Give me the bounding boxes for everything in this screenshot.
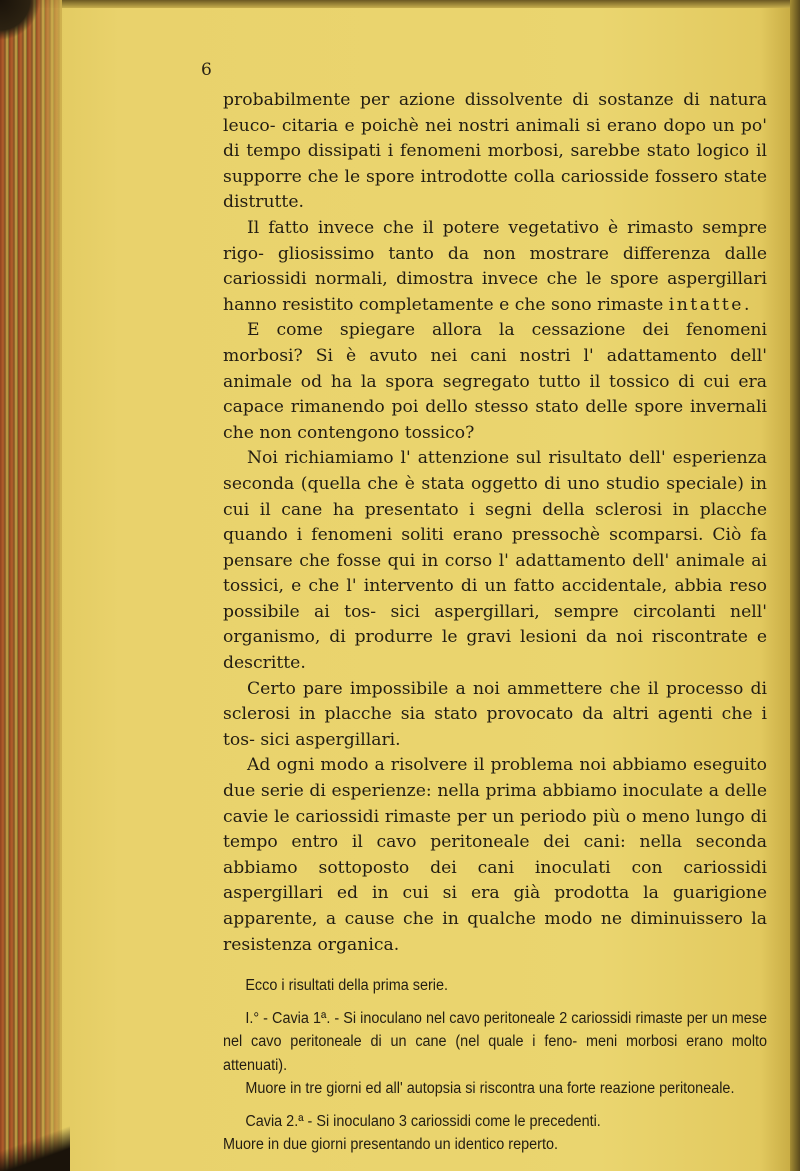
- paragraph: Il fatto invece che il potere vegetativo è rimasto sempre rigo- gliosissimo tanto da non mostrare differenza dalle cariossidi normali, dimostra invece che le spore aspergillari hanno resistito completamente e che sono rimaste intatte.: [223, 217, 767, 315]
- paragraph: Certo pare impossibile a noi ammettere che il processo di sclerosi in placche sia stato provocato da altri agenti che i tos- sici aspergillari.: [223, 678, 767, 750]
- paragraph: probabilmente per azione dissolvente di sostanze di natura leuco- citaria e poichè nei nostri animali si erano dopo un po' di tempo dissipati i fenomeni morbosi, sarebbe stato logico il supporre che le spore introdotte colla cariosside fossero state distrutte.: [223, 90, 767, 213]
- page-text: [223, 88, 767, 1157]
- book-spine-edge: [0, 0, 62, 1171]
- top-shadow: [0, 0, 800, 8]
- paragraph: Ad ogni modo a risolvere il problema noi abbiamo eseguito due serie di esperienze: nella prima abbiamo inoculate a delle cavie le cariossidi rimaste per un periodo più o meno lungo di tempo entro il cavo peritoneale dei cani: nella seconda abbiamo sottoposto dei cani inoculati con cariossidi aspergillari ed in cui si era già prodotta la guarigione apparente, a cause che in qualche modo ne diminuissero la resistenza organica.: [223, 755, 767, 955]
- corner-shadow-bottom: [0, 1121, 70, 1171]
- paragraph: Noi richiamiamo l' attenzione sul risultato dell' esperienza seconda (quella che è stata oggetto di uno studio speciale) in cui il cane ha presentato i segni della sclerosi in placche quando i fenomeni soliti erano pressochè scomparsi. Ciò fa pensare che fosse qui in corso l' adattamento dell' animale ai tossici, e che l' intervento di un fatto accidentale, abbia reso possibile ai tos- sici aspergillari, sempre circolanti nell' organismo, di produrre le gravi lesioni da noi riscontrate e descritte.: [223, 448, 767, 674]
- experiment-entry: Cavia 2.ª - Si inoculano 3 cariossidi come le precedenti.: [245, 1112, 601, 1130]
- experiment-entry: Muore in due giorni presentando un identico reperto.: [223, 1136, 558, 1154]
- paragraph: E come spiegare allora la cessazione dei fenomeni morbosi? Si è avuto nei cani nostri l' adattamento dell' animale od ha la spora segregato tutto il tossico di cui era capace rimanendo poi dello stesso stato delle spore invernali che non contengono tossico?: [223, 320, 767, 443]
- series-heading: Ecco i risultati della prima serie.: [245, 977, 449, 995]
- corner-shadow: [0, 0, 40, 40]
- experiment-entry: I.° - Cavia 1ª. - Si inoculano nel cavo peritoneale 2 cariossidi rimaste per un mese nel cavo peritoneale di un cane (nel quale i feno- meni morbosi erano molto attenuati).: [223, 1009, 768, 1074]
- experiment-entry: Muore in tre giorni ed all' autopsia si riscontra una forte reazione peritoneale.: [245, 1080, 735, 1098]
- right-page-edge: [790, 0, 800, 1171]
- page-number: 6: [201, 60, 212, 80]
